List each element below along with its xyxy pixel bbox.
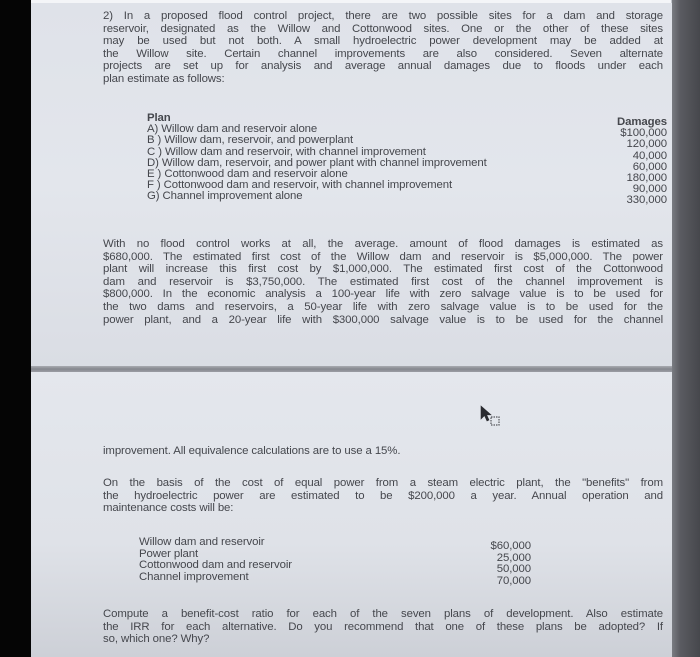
mouse-cursor-copy-icon [480,405,504,429]
question-line: the IRR for each alternative. Do you recommend that one of these plans be adopted? If [103,620,663,633]
om-cost: 25,000 [496,551,531,564]
plan-label: B ) Willow dam, reservoir, and powerplant [147,134,354,147]
om-cost: $60,000 [490,540,531,552]
om-label: Cottonwood dam and reservoir [139,559,292,572]
body-line: power plant, and a 20-year life with $300,000 salvage value is to be used for the channel [103,313,663,326]
question-line: so, which one? Why? [103,633,210,646]
om-label: Power plant [139,547,199,560]
plan-damages: 90,000 [632,183,667,196]
benefit-line: maintenance costs will be: [103,502,234,515]
intro-line: may be used but not both. A small hydroelectric power development may be added at [103,35,663,48]
benefit-line: On the basis of the cost of equal power from a steam electric plant, the "benefits" from [103,477,663,489]
body-line: dam and reservoir is $3,750,000. The estimated first cost of the channel improvement is [103,275,663,288]
plan-damages: 60,000 [632,160,667,173]
question-line: Compute a benefit-cost ratio for each of the seven plans of development. Also estimate [103,608,663,620]
table-row [139,570,531,587]
right-bezel [672,0,700,657]
plan-label: A) Willow dam and reservoir alone [147,123,318,136]
plan-damages: 180,000 [626,171,667,184]
benefit-line: the hydroelectric power are estimated to be $200,000 a year. Annual operation and [103,489,663,502]
plan-label: E ) Cottonwood dam and reservoir alone [147,167,348,180]
intro-line: plan estimate as follows: [103,72,225,85]
plan-damages: $100,000 [620,127,667,140]
table-row [147,190,667,207]
document-viewer [31,0,700,657]
om-costs-table [139,536,531,587]
plan-damages: 40,000 [632,149,667,162]
body-line: $800,000. In the economic analysis a 100-year life with zero salvage value is to be used for [103,288,663,301]
plans-damages-table [147,112,667,207]
om-cost: 50,000 [496,563,531,576]
header-damages: Damages [617,116,667,128]
om-cost: 70,000 [496,574,531,587]
intro-paragraph [103,10,663,86]
benefits-paragraph [103,477,663,515]
header-plan: Plan [147,112,171,124]
table-row [139,536,531,552]
body-line: the two dams and reservoirs, a 50-year life with zero salvage value is to be used for the [103,300,663,313]
intro-line: the Willow site. Certain channel improvements are also considered. Seven alternate [103,47,663,60]
table-row [147,134,667,151]
body-line: $680,000. The estimated first cost of the Willow dam and reservoir is $5,000,000. The power [103,250,663,263]
intro-line: 2) In a proposed flood control project, there are two possible sites for a dam and storage [103,10,663,22]
body-line: With no flood control works at all, the average. amount of flood damages is estimated as [103,238,663,250]
intro-line: projects are set up for analysis and average annual damages due to floods under each [103,60,663,73]
intro-line: reservoir, designated as the Willow and Cottonwood sites. One or the other of these sites [103,22,663,35]
question-paragraph [103,608,663,646]
plan-label: F ) Cottonwood dam and reservoir, with channel improvement [147,179,453,192]
plan-damages: 120,000 [626,138,667,151]
plan-damages: 330,000 [626,194,667,207]
cost-details-paragraph [103,238,663,326]
plan-label: C ) Willow dam and reservoir, with channel improvement [147,145,426,158]
body-line: plant will increase this first cost by $1,000,000. The estimated first cost of the Cottonwood [103,263,663,276]
plan-label: D) Willow dam, reservoir, and power plant with channel improvement [147,156,487,169]
continuation-line: improvement. All equivalence calculations are to use a 15%. [103,445,401,457]
om-label: Willow dam and reservoir [139,536,265,548]
plan-label: G) Channel improvement alone [147,190,303,203]
om-label: Channel improvement [139,570,249,583]
